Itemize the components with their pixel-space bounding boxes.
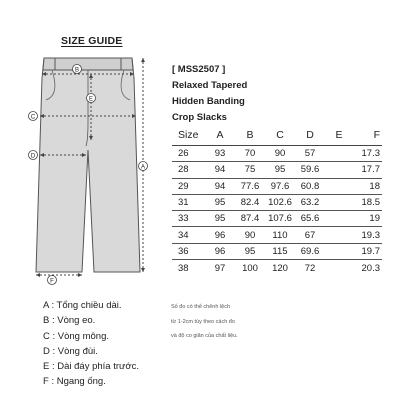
table-cell: 120 — [272, 262, 288, 274]
table-row — [172, 260, 382, 276]
note-line: và độ co giãn của chất liệu. — [171, 333, 238, 339]
table-cell: 102.6 — [268, 197, 292, 209]
header-cell: F — [373, 128, 380, 141]
table-cell: 110 — [272, 229, 288, 241]
table-row — [172, 162, 382, 178]
size-guide-title: SIZE GUIDE — [61, 35, 123, 47]
table-cell: 28 — [178, 164, 189, 176]
table-row — [172, 179, 382, 195]
table-row — [172, 195, 382, 211]
product-info — [172, 62, 247, 126]
table-cell: 17.3 — [361, 148, 380, 160]
product-code: [ MSS2507 ] — [172, 64, 226, 75]
table-cell: 95 — [214, 197, 226, 209]
label-b: B — [74, 67, 80, 74]
legend-item: A : Tổng chiều dài. — [43, 300, 122, 311]
table-cell: 70 — [244, 148, 256, 160]
table-cell: 107.6 — [268, 213, 292, 225]
table-cell: 82.4 — [240, 197, 260, 209]
note-line: từ 1-2cm tùy theo cách đo — [171, 318, 235, 325]
table-cell: 31 — [178, 197, 189, 209]
table-cell: 75 — [244, 164, 256, 176]
table-row — [172, 211, 382, 227]
measurement-legend — [43, 298, 139, 390]
table-cell: 94 — [214, 180, 226, 192]
table-cell: 29 — [178, 180, 189, 192]
table-cell: 94 — [214, 164, 226, 176]
table-cell: 77.6 — [240, 180, 260, 192]
table-cell: 69.6 — [300, 245, 320, 257]
table-cell: 33 — [178, 213, 189, 225]
arrowhead — [141, 58, 145, 62]
table-cell: 96 — [214, 229, 226, 241]
size-table-header — [172, 124, 382, 146]
table-cell: 34 — [178, 229, 189, 241]
header-cell: C — [276, 128, 284, 141]
product-name-line: Crop Slacks — [172, 112, 227, 123]
table-cell: 100 — [242, 262, 258, 274]
arrowhead — [78, 273, 82, 277]
table-cell: 19.7 — [361, 245, 380, 257]
legend-item: C : Vòng mông. — [43, 330, 110, 342]
table-cell: 18.5 — [361, 197, 380, 209]
table-row — [172, 146, 382, 162]
table-cell: 90 — [274, 148, 286, 160]
product-name-line: Hidden Banding — [172, 96, 245, 107]
product-name-line: Relaxed Tapered — [172, 80, 248, 91]
table-cell: 93 — [214, 148, 226, 160]
note-line: Số đo có thể chênh lệch — [171, 304, 231, 310]
table-row — [172, 227, 382, 243]
table-cell: 38 — [178, 262, 189, 274]
table-cell: 87.4 — [240, 213, 260, 225]
table-cell: 67 — [304, 229, 316, 241]
table-cell: 63.2 — [300, 197, 320, 209]
header-cell: A — [216, 128, 224, 141]
table-cell: 20.3 — [361, 262, 380, 274]
table-cell: 90 — [244, 229, 256, 241]
table-cell: 17.7 — [361, 164, 380, 176]
table-row — [172, 244, 382, 260]
header-cell: Size — [178, 128, 199, 141]
label-a: A — [140, 164, 146, 171]
table-cell: 19 — [369, 213, 380, 225]
header-cell: D — [306, 128, 314, 141]
label-d: D — [30, 153, 36, 160]
table-cell: 59.6 — [300, 164, 320, 176]
label-e: E — [88, 96, 94, 103]
legend-item: B : Vòng eo. — [43, 315, 96, 327]
table-cell: 96 — [214, 245, 226, 257]
table-cell: 26 — [178, 148, 189, 160]
header-cell: E — [335, 128, 343, 141]
table-cell: 115 — [272, 245, 288, 257]
waistband — [43, 58, 133, 70]
size-table — [172, 124, 382, 276]
table-cell: 18 — [369, 180, 380, 192]
table-cell: 72 — [304, 262, 316, 274]
legend-item: D : Vòng đùi. — [43, 345, 98, 357]
table-cell: 95 — [274, 164, 286, 176]
table-cell: 57 — [304, 148, 316, 160]
header-cell: B — [246, 128, 254, 141]
arrowhead — [141, 268, 145, 272]
label-f: F — [50, 278, 54, 285]
table-cell: 19.3 — [361, 229, 380, 241]
arrowhead — [36, 273, 40, 277]
measurement-note — [171, 300, 238, 344]
table-cell: 97 — [214, 262, 226, 274]
label-c: C — [30, 114, 36, 121]
table-cell: 65.6 — [300, 213, 320, 225]
table-cell: 95 — [244, 245, 256, 257]
table-cell: 97.6 — [270, 180, 290, 192]
legend-item: F : Ngang ống. — [43, 376, 106, 388]
table-cell: 95 — [214, 213, 226, 225]
table-cell: 36 — [178, 245, 189, 257]
table-cell: 60.8 — [300, 180, 320, 192]
legend-item: E : Dài đáy phía trước. — [43, 361, 140, 373]
